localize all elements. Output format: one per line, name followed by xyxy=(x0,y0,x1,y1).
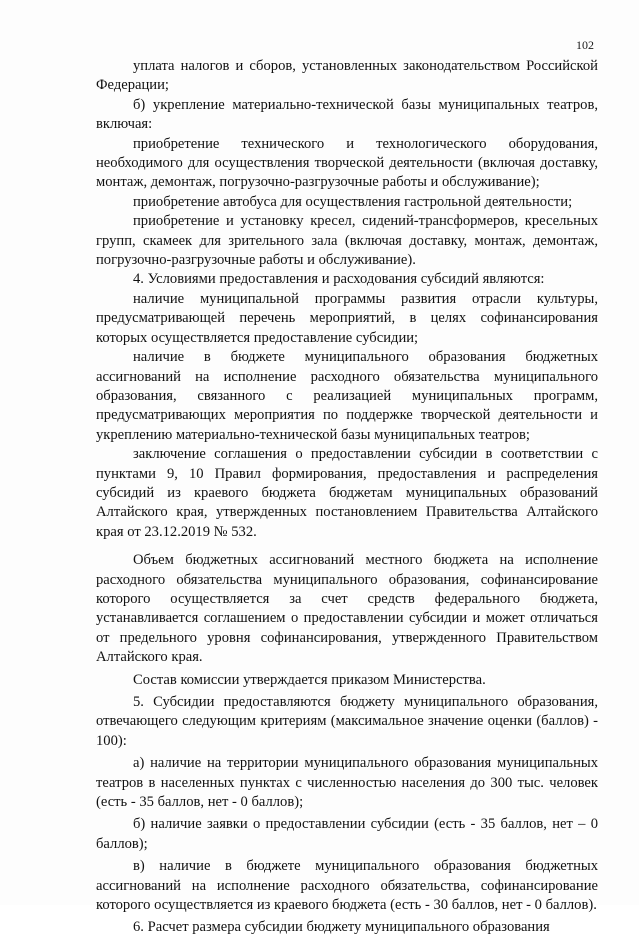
paragraph: б) наличие заявки о предоставлении субсидии (есть - 35 баллов, нет – 0 баллов); xyxy=(96,816,598,852)
paragraph: заключение соглашения о предоставлении субсидии в соответствии с пунктами 9, 10 Правил формирования, предоставления и распределения субсидий из краевого бюджета бюджетам муниципальных образований Алтайского края, утвержденных постановлением Правительства Алтайского края от 23.12.2019 № 532. xyxy=(96,446,598,540)
document-body xyxy=(96,57,598,938)
page-number: 102 xyxy=(576,38,594,52)
paragraph: уплата налогов и сборов, установленных законодательством Российской Федерации; xyxy=(96,58,598,94)
paragraph: наличие в бюджете муниципального образования бюджетных ассигнований на исполнение расходного обязательства муниципального образования, связанного с реализацией муниципальных программ, предусматривающих мероприятия по поддержке творческой деятельности и укреплению материально-технической базы муниципальных театров; xyxy=(96,349,598,443)
paragraph: 4. Условиями предоставления и расходования субсидий являются: xyxy=(133,271,545,288)
paragraph: приобретение технического и технологического оборудования, необходимого для осуществления творческой деятельности (включая доставку, монтаж, демонтаж, погрузочно-разгрузочные работы и обслуживание); xyxy=(96,135,598,191)
paragraph: наличие муниципальной программы развития отрасли культуры, предусматривающей перечень мероприятий, в целях софинансирования которых осуществляется предоставление субсидии; xyxy=(96,290,598,346)
paragraph: 5. Субсидии предоставляются бюджету муниципального образования, отвечающего следующим критериям (максимальное значение оценки (баллов) - 100): xyxy=(96,694,598,749)
paragraph: в) наличие в бюджете муниципального образования бюджетных ассигнований на исполнение расходного обязательства, софинансирование которого осуществляется из краевого бюджета (есть - 30 баллов, нет - 0 баллов). xyxy=(96,858,598,914)
paragraph: приобретение автобуса для осуществления гастрольной деятельности; xyxy=(133,193,573,210)
paragraph: а) наличие на территории муниципального образования муниципальных театров в населенных пунктах с численностью населения до 300 тыс. человек (есть - 35 баллов, нет - 0 баллов); xyxy=(96,755,598,811)
paragraph: Состав комиссии утверждается приказом Министерства. xyxy=(133,671,486,688)
paragraph: Объем бюджетных ассигнований местного бюджета на исполнение расходного обязательства муниципального образования, софинансирование которого осуществляется за счет средств федерального бюджета, устанавливается соглашением о предоставлении субсидии и может отличаться от предельного уровня софинансирования, утвержденного Правительством Алтайского края. xyxy=(96,552,598,666)
paragraph: б) укрепление материально-технической базы муниципальных театров, включая: xyxy=(96,96,598,133)
paragraph: приобретение и установку кресел, сидений-трансформеров, кресельных групп, скамеек для зрительного зала (включая доставку, монтаж, демонтаж, погрузочно-разгрузочные работы и обслуживание). xyxy=(96,213,598,269)
paragraph: 6. Расчет размера субсидии бюджету муниципального образования xyxy=(133,919,550,936)
